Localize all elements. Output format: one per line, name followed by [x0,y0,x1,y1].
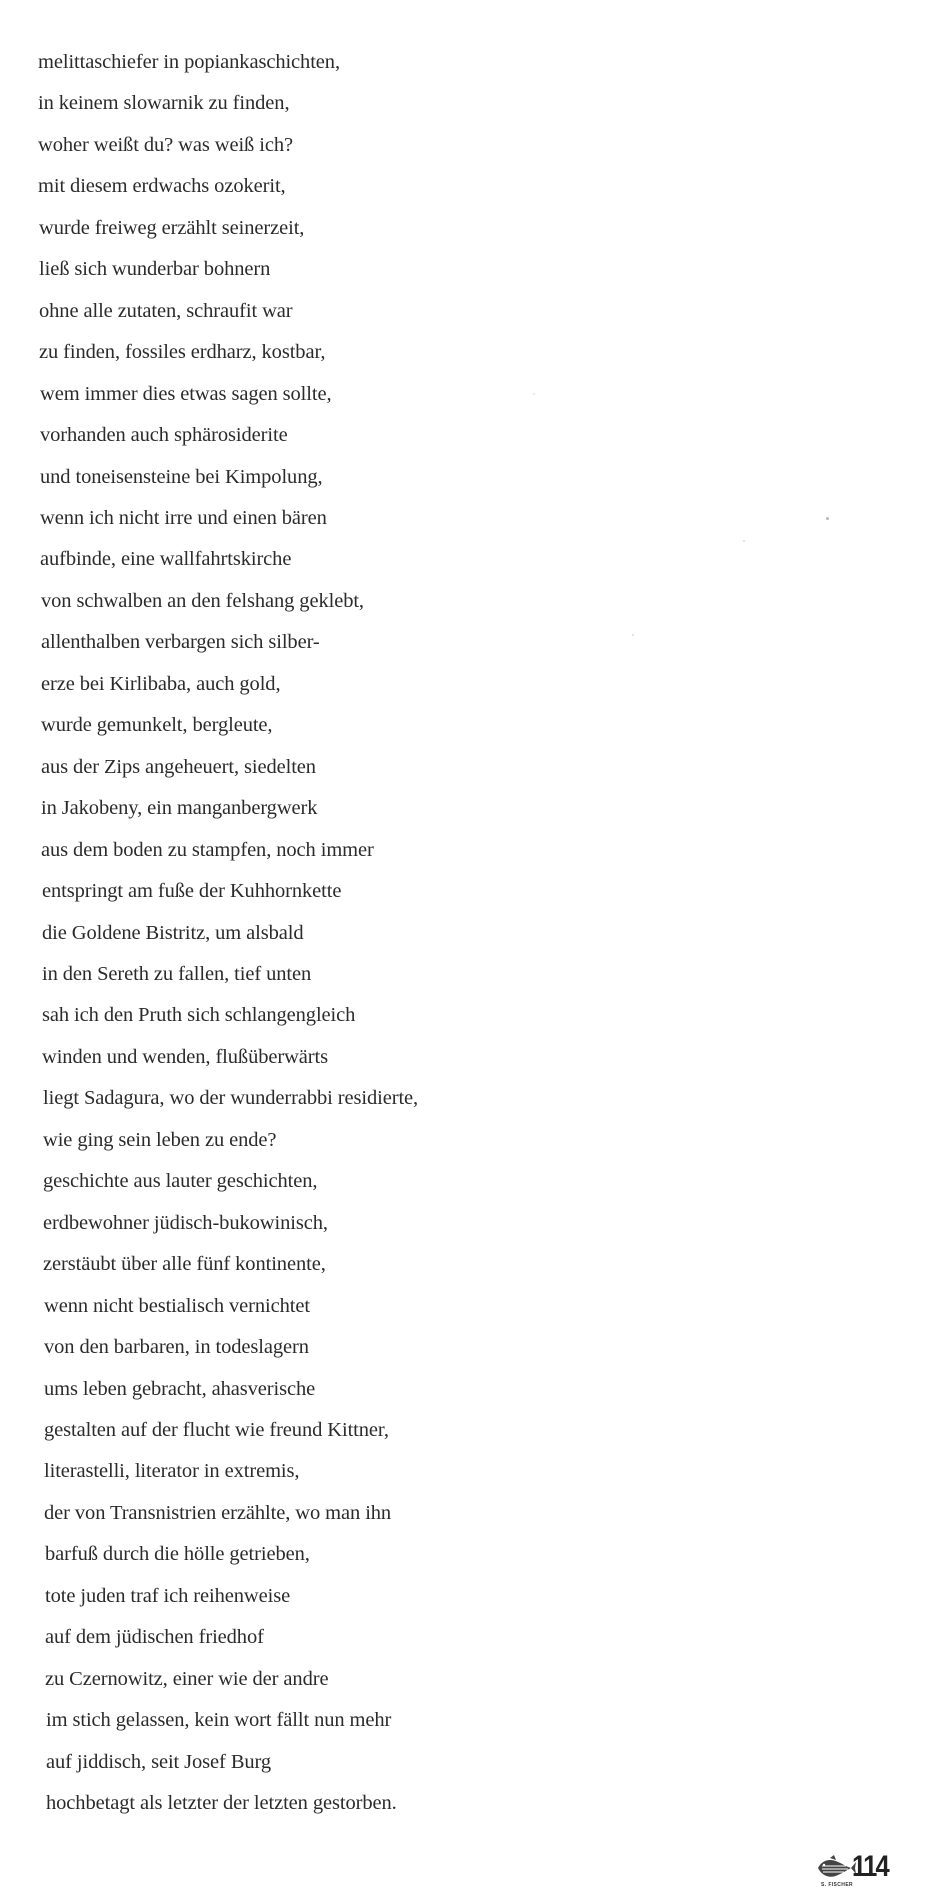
poem-line: ließ sich wunderbar bohnern [39,258,271,281]
scan-speck [826,517,829,520]
poem-line: literastelli, literator in extremis, [44,1460,300,1483]
scan-speck [632,634,634,636]
poem-line: wenn ich nicht irre und einen bären [40,506,327,529]
poem-line: von schwalben an den felshang geklebt, [41,589,364,612]
scan-speck [743,540,745,542]
poem-line: der von Transnistrien erzählte, wo man ihn [44,1501,392,1524]
poem-line: und toneisensteine bei Kimpolung, [40,465,323,488]
poem-line: aus der Zips angeheuert, siedelten [41,755,316,778]
poem-line: wie ging sein leben zu ende? [43,1128,277,1151]
scan-speck [533,393,535,395]
fischer-fish-icon [816,1854,856,1884]
poem-line: aus dem boden zu stampfen, noch immer [41,838,374,861]
poem-line: erze bei Kirlibaba, auch gold, [41,672,281,695]
poem-line: wenn nicht bestialisch vernichtet [44,1294,310,1317]
poem-line: ohne alle zutaten, schraufit war [39,299,293,322]
poem-line: hochbetagt als letzter der letzten gestorben. [46,1792,397,1815]
poem-line: liegt Sadagura, wo der wunderrabbi residierte, [43,1087,419,1110]
page-footer [816,1850,900,1890]
poem-line: sah ich den Pruth sich schlangengleich [42,1004,356,1027]
poem-line: geschichte aus lauter geschichten, [43,1170,318,1193]
page-number: 114 [852,1850,889,1883]
poem-line: aufbinde, eine wallfahrtskirche [40,548,292,571]
poem-line: allenthalben verbargen sich silber- [41,631,320,654]
poem-line: in den Sereth zu fallen, tief unten [42,962,312,985]
poem-line: tote juden traf ich reihenweise [45,1584,291,1607]
poem-line: auf dem jüdischen friedhof [45,1626,264,1649]
poem-line: melittaschiefer in popiankaschichten, [38,51,340,73]
poem-line: die Goldene Bistritz, um alsbald [42,921,304,944]
poem-text [38,42,418,1824]
poem-line: mit diesem erdwachs ozokerit, [38,175,286,198]
poem-line: woher weißt du? was weiß ich? [38,133,293,156]
poem-line: erdbewohner jüdisch-bukowinisch, [43,1211,328,1234]
poem-line: ums leben gebracht, ahasverische [44,1377,316,1400]
poem-line: wurde freiweg erzählt seinerzeit, [39,216,305,239]
poem-line: von den barbaren, in todeslagern [44,1336,309,1359]
poem-line: barfuß durch die hölle getrieben, [45,1543,310,1566]
poem-line: zu Czernowitz, einer wie der andre [45,1667,329,1690]
poem-line: zu finden, fossiles erdharz, kostbar, [39,341,326,364]
poem-line: zerstäubt über alle fünf kontinente, [43,1253,326,1276]
poem-line: in Jakobeny, ein manganbergwerk [41,797,318,820]
poem-line: entspringt am fuße der Kuhhornkette [42,880,342,903]
poem-line: winden und wenden, flußüberwärts [42,1045,329,1068]
poem-line: gestalten auf der flucht wie freund Kittner, [44,1418,389,1441]
publisher-logo-text: S. FISCHER [821,1882,854,1888]
poem-line: wurde gemunkelt, bergleute, [41,714,273,737]
poem-line: auf jiddisch, seit Josef Burg [46,1750,272,1773]
poem-line: vorhanden auch sphärosiderite [40,424,288,447]
poem-line: im stich gelassen, kein wort fällt nun mehr [46,1709,392,1732]
poem-line: wem immer dies etwas sagen sollte, [40,382,332,405]
poem-line: in keinem slowarnik zu finden, [38,92,290,115]
